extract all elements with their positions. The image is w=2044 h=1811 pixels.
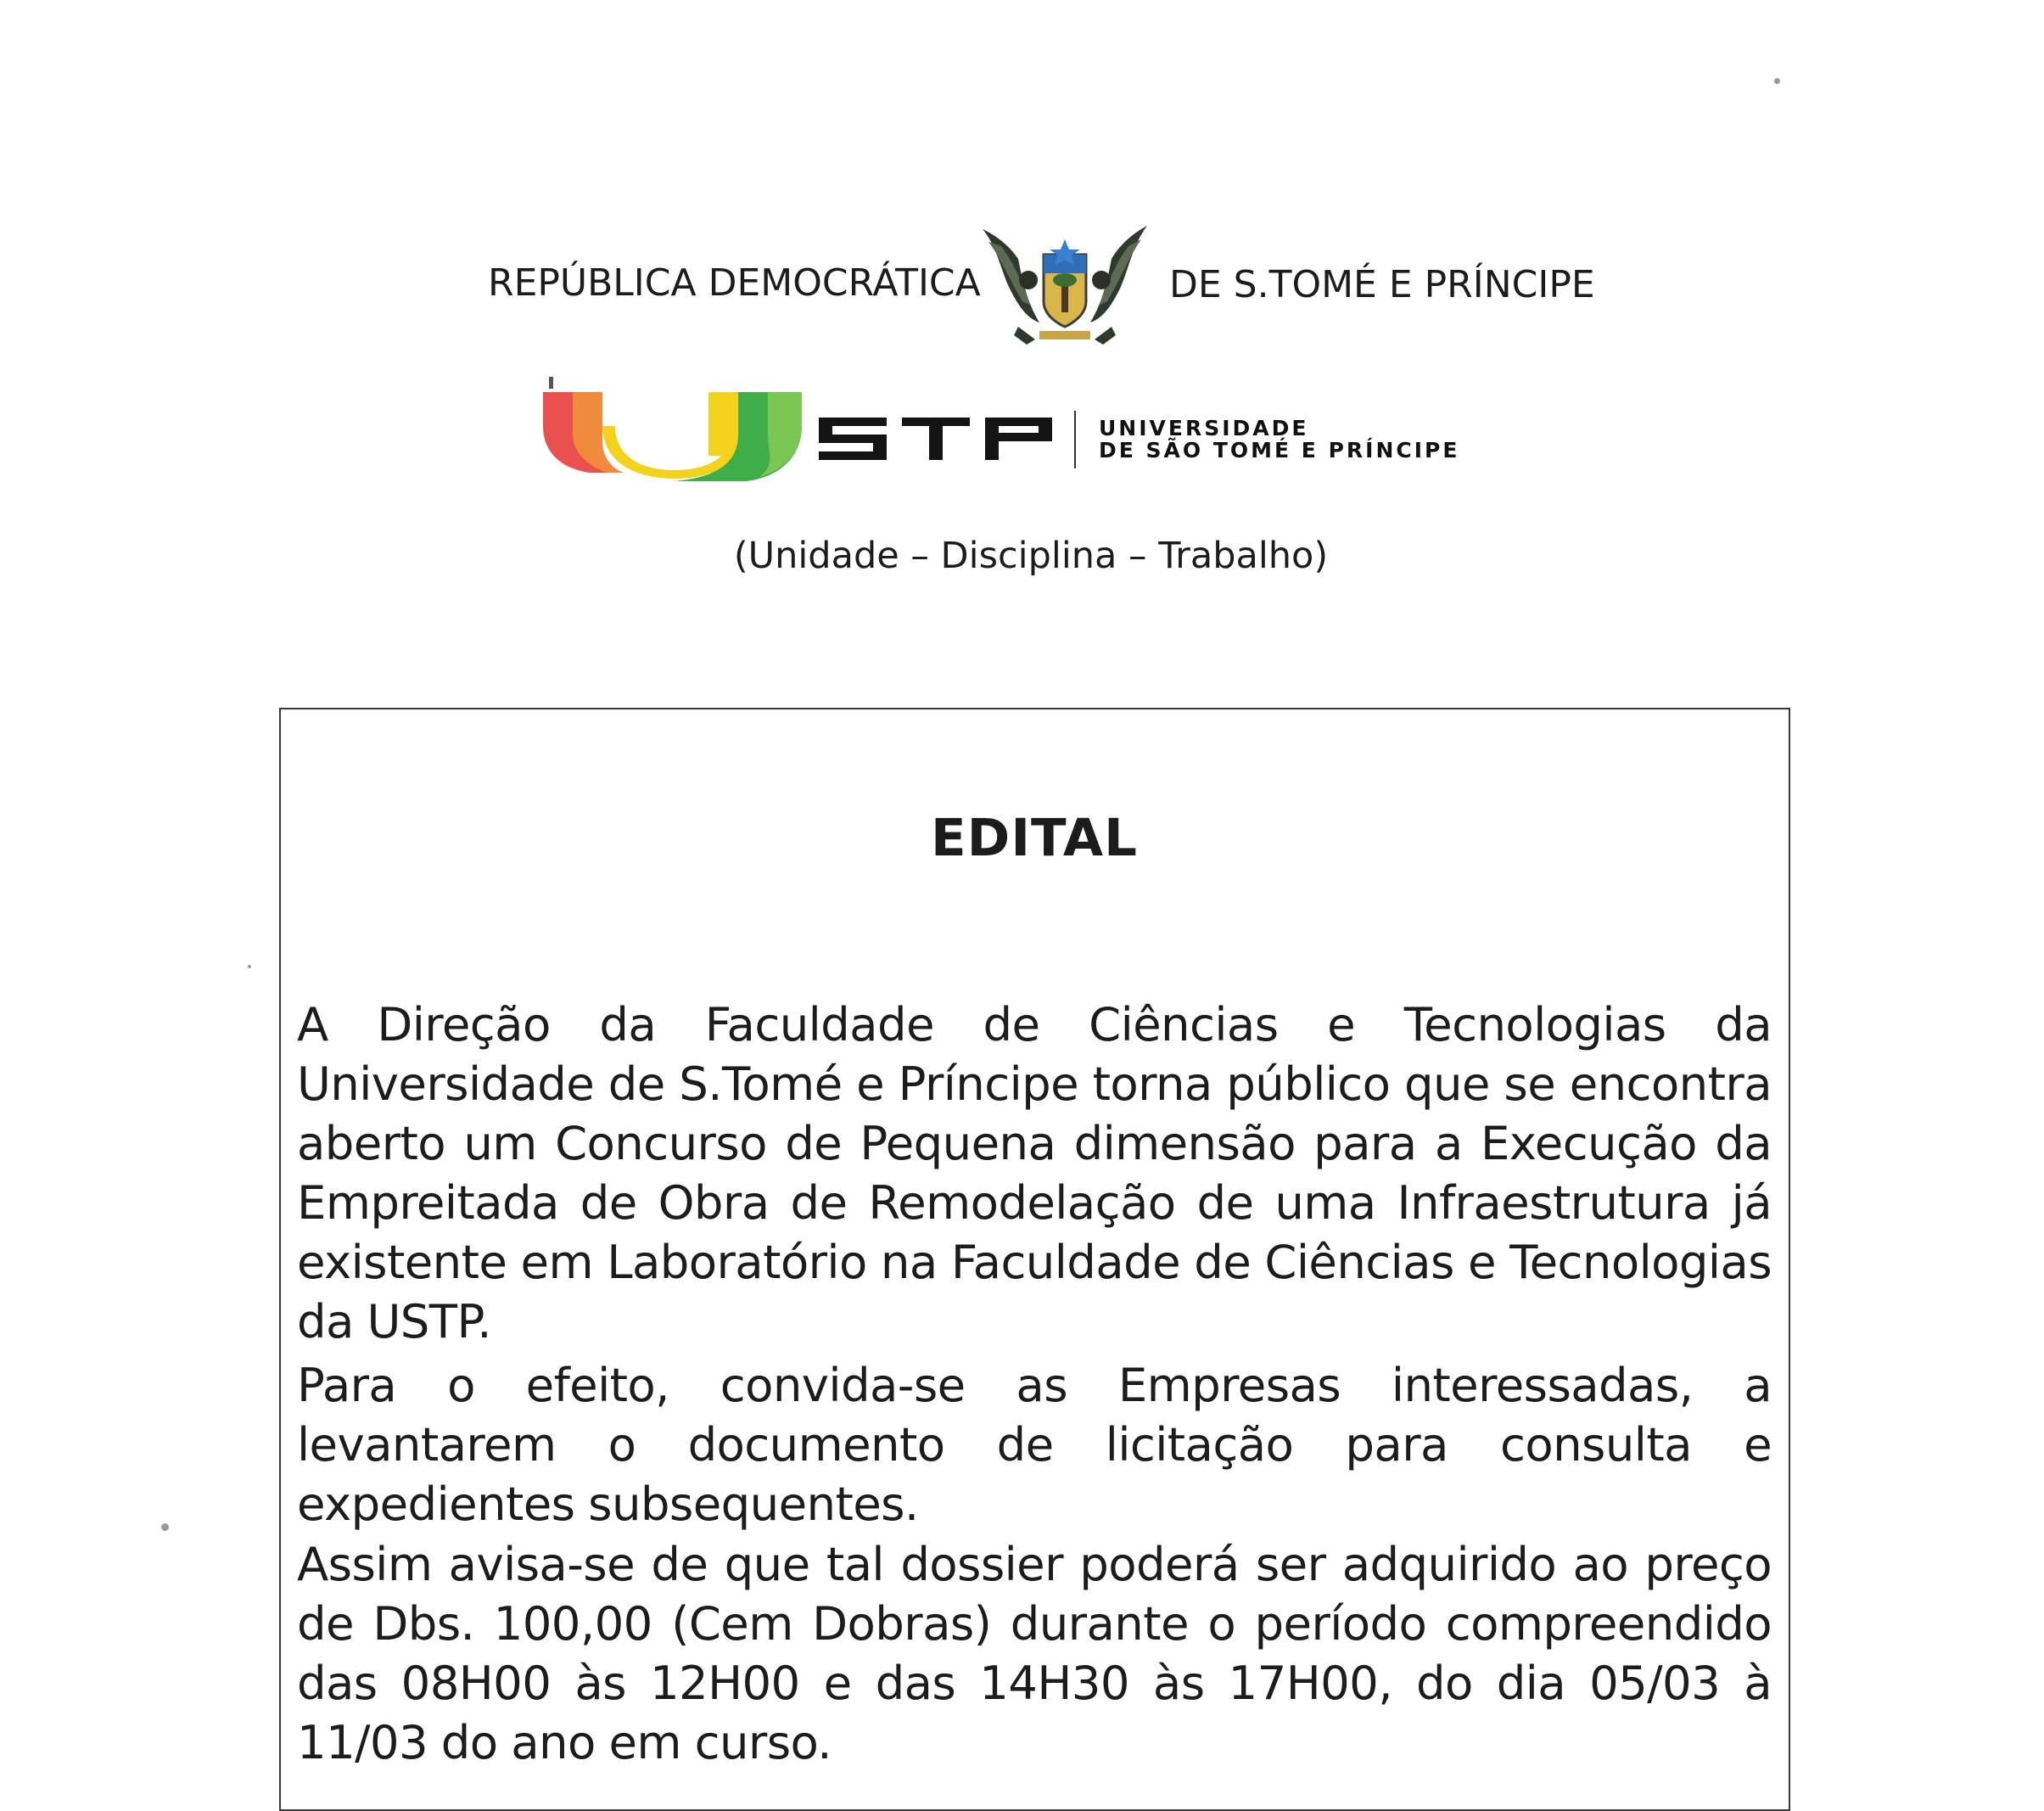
header-left-text: REPÚBLICA DEMOCRÁTICA — [488, 261, 981, 305]
motto: (Unidade – Disciplina – Trabalho) — [733, 535, 1329, 577]
notice-paragraph: Para o efeito, convida-se as Empresas interessadas, a levantarem o documento de licitação para consulta e expedientes subsequentes. — [297, 1358, 1772, 1531]
coat-of-arms-icon — [976, 221, 1154, 348]
notice-paragraph: A Direção da Faculdade de Ciências e Tecnologias da Universidade de S.Tomé e Príncipe torna público que se encontra aberto um Concurso de Pequena dimensão para a Execução da Empreitada de Obra de Remodelação de uma Infraestrutura já existente em Laboratório na Faculdade de Ciências e Tecnologias da USTP. — [297, 997, 1772, 1348]
university-name-line2: DE SÃO TOMÉ E PRÍNCIPE — [1099, 438, 1460, 463]
notice-paragraph: Assim avisa-se de que tal dossier poderá ser adquirido ao preço de Dbs. 100,00 (Cem Dobras) durante o período compreendido das 08H00 às 12H00 e das 14H30 às 17H00, do dia 05/03 à 11/03 do ano em curso. — [297, 1537, 1772, 1769]
stp-wordmark — [819, 418, 1052, 460]
university-name-line1: UNIVERSIDADE — [1099, 416, 1309, 440]
ustp-u-logo-icon — [539, 375, 806, 484]
header-right-text: DE S.TOMÉ E PRÍNCIPE — [1169, 263, 1595, 306]
scan-speck — [1774, 78, 1780, 84]
university-logo — [0, 373, 2044, 484]
scan-speck — [161, 1523, 169, 1531]
scan-speck — [248, 965, 251, 968]
notice-title: EDITAL — [931, 808, 1138, 868]
logo-divider — [1074, 411, 1076, 468]
letterhead-header — [0, 221, 2044, 348]
